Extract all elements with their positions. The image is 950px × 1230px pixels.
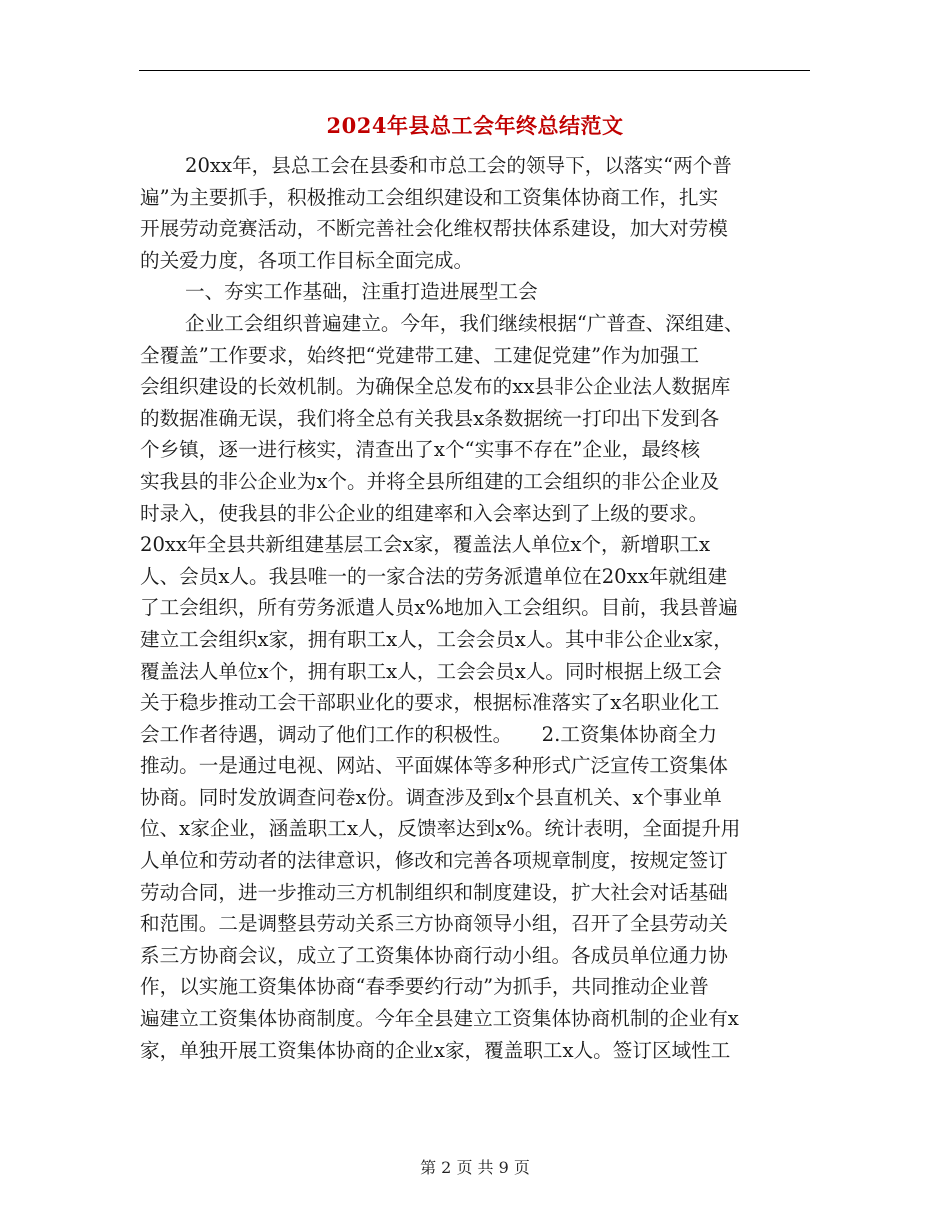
text-line: 的关爱力度，各项工作目标全面完成。 xyxy=(140,248,474,272)
text-line: 了工会组织，所有劳务派遣人员x%地加入工会组织。目前，我县普遍 xyxy=(140,596,738,620)
text-line: 协商。同时发放调查问卷x份。调查涉及到x个县直机关、x个事业单 xyxy=(140,785,722,809)
text-line: 系三方协商会议，成立了工资集体协商行动小组。各成员单位通力协 xyxy=(140,943,728,967)
text-line: 覆盖法人单位x个，拥有职工x人，工会会员x人。同时根据上级工会 xyxy=(140,659,722,683)
document-body xyxy=(140,150,812,1066)
text-line: 20xx年，县总工会在县委和市总工会的领导下，以落实“两个普 xyxy=(185,154,732,177)
header-rule xyxy=(139,70,810,71)
text-line: 关于稳步推动工会干部职业化的要求，根据标准落实了x名职业化工 xyxy=(140,691,720,715)
text-line: 遍建立工资集体协商制度。今年全县建立工资集体协商机制的企业有x xyxy=(140,1007,739,1031)
text-line: 会组织建设的长效机制。为确保全总发布的xx县非公企业法人数据库 xyxy=(140,375,731,399)
text-line: 20xx年全县共新组建基层工会x家，覆盖法人单位x个，新增职工x xyxy=(140,533,711,557)
text-line: 实我县的非公企业为x个。并将全县所组建的工会组织的非公企业及 xyxy=(140,469,720,493)
text-line: 会工作者待遇，调动了他们工作的积极性。 2.工资集体协商全力 xyxy=(140,722,718,746)
text-line: 人单位和劳动者的法律意识，修改和完善各项规章制度，按规定签订 xyxy=(140,849,728,873)
page-footer: 第 2 页 共 9 页 xyxy=(420,1158,530,1177)
text-line: 时录入，使我县的非公企业的组建率和入会率达到了上级的要求。 xyxy=(140,501,709,525)
text-line: 劳动合同，进一步推动三方机制组织和制度建设，扩大社会对话基础 xyxy=(140,880,728,904)
text-line: 全覆盖”工作要求，始终把“党建带工建、工建促党建”作为加强工 xyxy=(140,343,700,367)
text-line: 位、x家企业，涵盖职工x人，反馈率达到x%。统计表明，全面提升用 xyxy=(140,817,741,841)
text-line: 开展劳动竞赛活动，不断完善社会化维权帮扶体系建设，加大对劳模 xyxy=(140,217,728,241)
text-line: 作，以实施工资集体协商“春季要约行动”为抓手，共同推动企业普 xyxy=(140,975,709,999)
text-line: 遍”为主要抓手，积极推动工会组织建设和工资集体协商工作，扎实 xyxy=(140,185,719,209)
text-line: 个乡镇，逐一进行核实，清查出了x个“实事不存在”企业，最终核 xyxy=(140,438,701,462)
text-line: 企业工会组织普遍建立。今年，我们继续根据“广普查、深组建、 xyxy=(185,311,744,335)
text-line: 推动。一是通过电视、网站、平面媒体等多种形式广泛宣传工资集体 xyxy=(140,754,728,778)
text-line: 和范围。二是调整县劳动关系三方协商领导小组，召开了全县劳动关 xyxy=(140,912,728,936)
document-title: 2024年县总工会年终总结范文 xyxy=(326,113,624,138)
text-line: 的数据准确无误，我们将全总有关我县x条数据统一打印出下发到各 xyxy=(140,406,720,430)
text-line: 一、夯实工作基础，注重打造进展型工会 xyxy=(185,280,538,304)
text-line: 人、会员x人。我县唯一的一家合法的劳务派遣单位在20xx年就组建 xyxy=(140,564,728,588)
text-line: 建立工会组织x家，拥有职工x人，工会会员x人。其中非公企业x家， xyxy=(140,627,733,651)
text-line: 家，单独开展工资集体协商的企业x家，覆盖职工x人。签订区域性工 xyxy=(140,1038,731,1062)
